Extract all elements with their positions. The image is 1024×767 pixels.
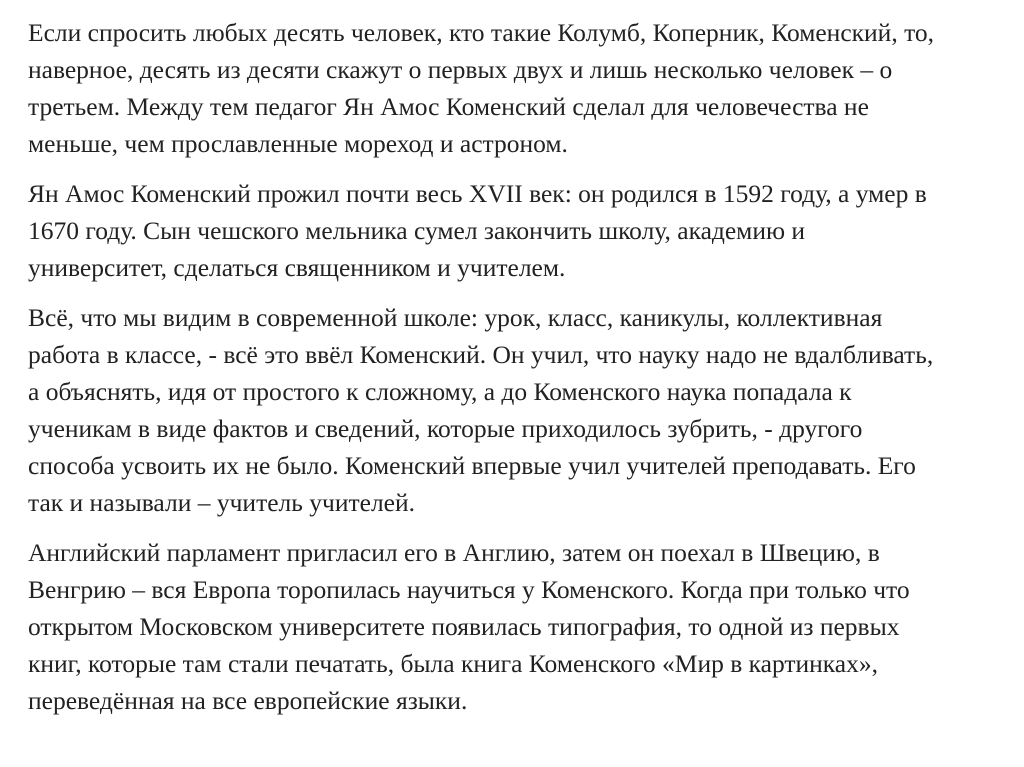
paragraph-line: открытом Московском университете появилась типография, то одной из первых [28,612,900,641]
paragraph-4 [28,534,1008,719]
paragraph-line: наверное, десять из десяти скажут о первых двух и лишь несколько человек – о [28,55,893,84]
paragraph-line: а объяснять, идя от простого к сложному, а до Коменского наука попадала к [28,377,852,406]
paragraph-line: университет, сделаться священником и учителем. [28,253,566,282]
paragraph-line: Всё, что мы видим в современной школе: урок, класс, каникулы, коллективная [28,303,883,332]
paragraph-line: Венгрию – вся Европа торопилась научиться у Коменского. Когда при только что [28,575,910,604]
document-body [28,14,1008,732]
paragraph-line: переведённая на все европейские языки. [28,686,468,715]
paragraph-line: Ян Амос Коменский прожил почти весь XVII век: он родился в 1592 году, а умер в [28,179,927,208]
paragraph-line: книг, которые там стали печатать, была книга Коменского «Мир в картинках», [28,649,879,678]
paragraph-2 [28,175,1008,286]
paragraph-line: работа в классе, - всё это ввёл Коменский. Он учил, что науку надо не вдалбливать, [28,340,934,369]
paragraph-line: ученикам в виде фактов и сведений, которые приходилось зубрить, - другого [28,414,863,443]
paragraph-line: способа усвоить их не было. Коменский впервые учил учителей преподавать. Его [28,451,916,480]
paragraph-line: 1670 году. Сын чешского мельника сумел закончить школу, академию и [28,216,806,245]
paragraph-1 [28,14,1008,162]
paragraph-line: Английский парламент пригласил его в Англию, затем он поехал в Швецию, в [28,538,880,567]
paragraph-line: меньше, чем прославленные мореход и астроном. [28,129,568,158]
paragraph-line: так и называли – учитель учителей. [28,488,416,517]
paragraph-line: третьем. Между тем педагог Ян Амос Коменский сделал для человечества не [28,92,869,121]
paragraph-line: Если спросить любых десять человек, кто такие Колумб, Коперник, Коменский, то, [28,18,935,47]
paragraph-3 [28,299,1008,521]
